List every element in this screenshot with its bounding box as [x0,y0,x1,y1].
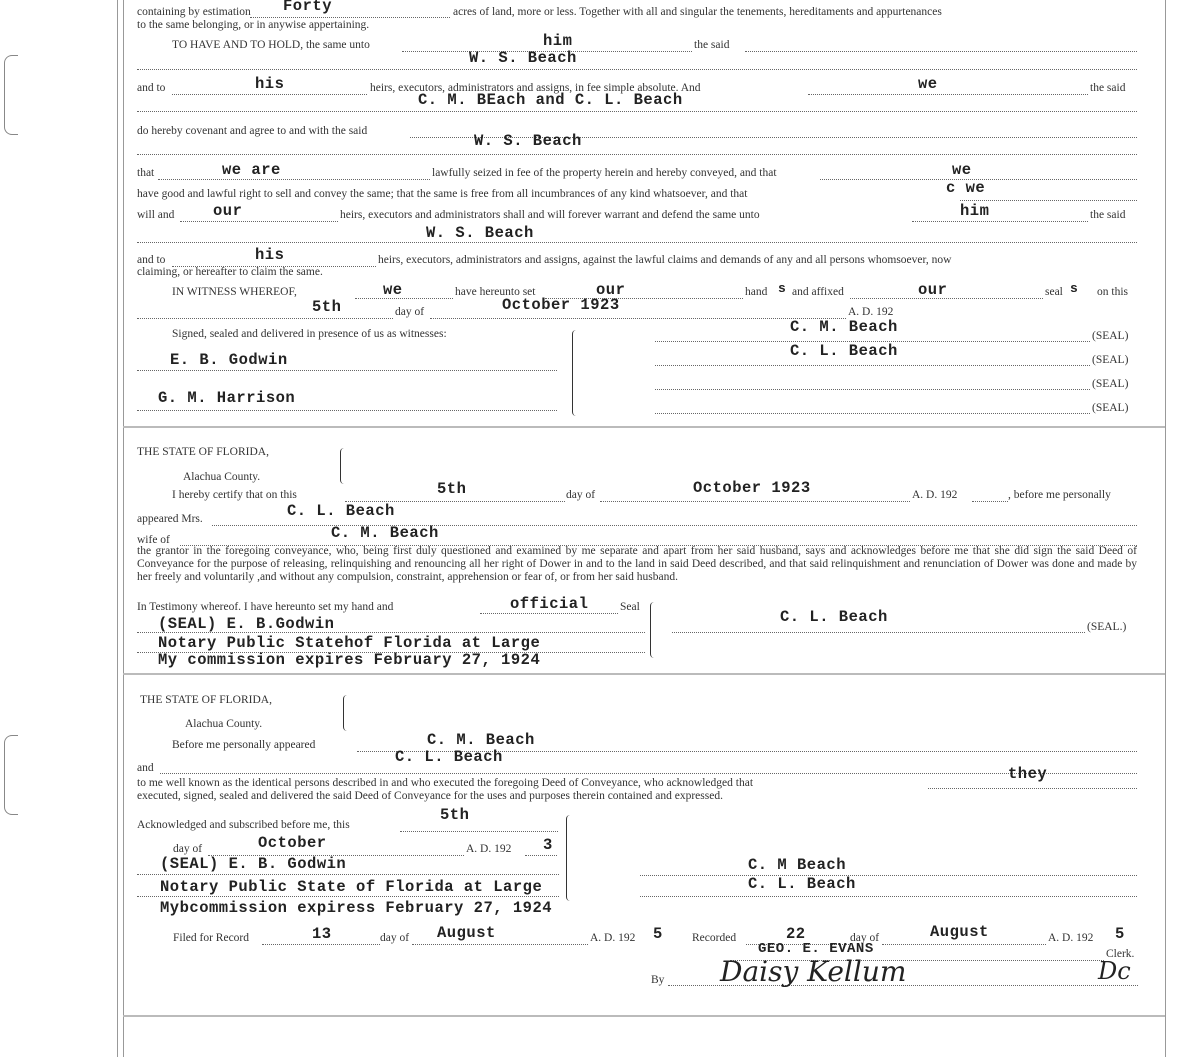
seal-label: (SEAL.) [1087,621,1127,633]
brace [650,602,658,658]
deed-text: and to [137,82,166,94]
fill-in-line [960,200,1137,201]
fill-in-line [912,221,1088,222]
deed-text: the said [694,39,730,51]
section-divider [123,673,1165,675]
record-text: A. D. 192 [590,932,636,944]
state-heading: THE STATE OF FLORIDA, [137,446,269,458]
deed-text: acres of land, more or less. Together with all and singular the tenements, hereditaments and appurtenances [453,6,942,18]
binder-clip-mark [4,55,18,135]
we-value: we [952,161,972,179]
ack-text: and [137,762,154,774]
fill-in-line [640,875,1137,876]
deed-text: will and [137,209,175,221]
fill-in-line [137,242,1137,243]
grantor-signature: C. L. Beach [748,875,856,893]
record-text: day of [850,932,880,944]
grantee-name: W. S. Beach [474,132,582,150]
brace [572,330,580,416]
fill-in-line [672,632,1085,633]
deed-text: do hereby covenant and agree to and with the said [137,125,368,137]
husband-name: C. M. Beach [331,524,439,542]
fill-in-line [250,17,450,18]
fill-in-line [745,51,1137,52]
filed-day: 13 [312,925,332,943]
county-heading: Alachua County. [185,718,263,730]
ack-text: Before me personally appeared [172,739,316,751]
brace [566,815,574,901]
fill-in-line [355,298,453,299]
official-value: official [510,595,589,613]
day-value: 5th [437,480,467,498]
grantee-name: W. S. Beach [469,49,577,67]
seal-label: (SEAL) [1092,402,1129,414]
record-text: Recorded [692,932,737,944]
fill-in-line [137,69,1137,70]
fill-in-line [882,944,1046,945]
we-value: we [918,75,938,93]
fill-in-line [655,413,1090,414]
record-text: By [651,974,665,986]
notary-signature: (SEAL) E. B. Godwin [160,855,347,873]
ack-text: Acknowledged and subscribed before me, this [137,819,350,831]
plural-s: s [778,281,787,296]
fill-in-line [480,613,618,614]
fill-in-line [655,389,1090,390]
they-value: they [1008,765,1048,783]
grantor-signature: C. M. Beach [790,318,898,336]
deed-text: seal [1045,286,1063,298]
month-value: October [258,834,327,852]
deed-text: on this [1097,286,1128,298]
grantor-signature: C. M Beach [748,856,847,874]
deed-text: Signed, sealed and delivered in presence of us as witnesses: [172,328,447,340]
fill-in-line [137,874,559,875]
fill-in-line [525,855,557,856]
deed-text: the said [1090,209,1126,221]
deed-text: hand [745,286,768,298]
deed-text: claiming, or hereafter to claim the same. [137,266,323,278]
grantor-signature: C. L. Beach [790,342,898,360]
witness-signature: E. B. Godwin [170,351,288,369]
section-divider [123,1015,1165,1017]
seal-label: (SEAL) [1092,330,1129,342]
fill-in-line [160,773,1137,774]
state-heading: THE STATE OF FLORIDA, [140,694,272,706]
him-value: him [960,202,990,220]
fill-in-line [430,318,846,319]
recorded-day: 22 [786,925,806,943]
fill-in-line [137,318,393,319]
dower-paragraph: the grantor in the foregoing conveyance, who, being first duly questioned and examined by me separate and apart from her said husband, says and acknowledges before me that she did sign the said Deed of Conveyance for the purpose of releasing, relinquishing and renouncing all her right of Dower in and to the land in said Deed described, and that said relinquishment and renunciation of Dower was done and made by her freely and voluntarily ,and without any compulsion, constraint, apprehension or fear of, or from her said husband. [137,545,1137,583]
section-divider [123,426,1165,428]
filed-month: August [437,924,496,942]
ack-text: , before me personally [1008,489,1111,501]
our-value: our [596,281,626,299]
ack-text: to me well known as the identical persons described in and who executed the foregoing Deed of Conveyance, who acknowledged that [137,777,754,789]
fill-in-line [655,365,1090,366]
day-value: 5th [440,806,470,824]
ack-text: day of [566,489,596,501]
ack-text: In Testimony whereof. I have hereunto set my hand and [137,601,394,613]
fill-in-line [640,896,1137,897]
deed-text: day of [395,306,425,318]
ack-text: appeared Mrs. [137,513,203,525]
deed-text: heirs, executors, administrators and assigns, against the lawful claims and demands of any and all persons whomsoever, now [378,254,952,266]
ack-text: A. D. 192 [466,843,512,855]
filed-year: 5 [653,925,663,943]
our-value: our [213,202,243,220]
record-text: Clerk. [1106,948,1135,960]
ack-text: day of [173,843,203,855]
day-value: 5th [312,298,342,316]
fill-in-line [137,410,557,411]
we-value: we [383,281,403,299]
seal-label: (SEAL) [1092,378,1129,390]
brace [343,695,351,731]
deed-text: the said [1090,82,1126,94]
ack-text: executed, signed, sealed and delivered the said Deed of Conveyance for the uses and purposes therein contained and expressed. [137,790,723,802]
grantor-name: C. M. Beach [427,731,535,749]
fill-in-line [172,94,367,95]
deed-text: containing by estimation [137,6,251,18]
brace [340,448,348,484]
deed-text: lawfully seized in fee of the property herein and hereby conveyed, and that [432,167,777,179]
notary-commission: My commission expires February 27, 1924 [158,651,541,669]
deed-text: to the same belonging, or in anywise appertaining. [137,19,370,31]
ack-text: wife of [137,534,170,546]
witness-signature: G. M. Harrison [158,389,296,407]
fill-in-line [972,501,1008,502]
deed-text: and to [137,254,166,266]
deputy-clerk-initials: Dc [1098,957,1131,985]
fill-in-line [600,501,910,502]
deed-text: have hereunto set [455,286,536,298]
grantor-name: C. L. Beach [395,748,503,766]
fill-in-line [180,221,338,222]
right-border [1165,0,1166,1057]
fill-in-line [262,944,380,945]
deed-text: IN WITNESS WHEREOF, [172,286,297,298]
clerk-name: GEO. E. EVANS [758,941,874,957]
county-heading: Alachua County. [183,471,261,483]
deed-text: and affixed [792,286,844,298]
deed-text: heirs, executors, administrators and assigns, in fee simple absolute. And [370,82,701,94]
fill-in-line [928,788,1137,789]
record-text: A. D. 192 [1048,932,1094,944]
record-text: day of [380,932,410,944]
deed-text: heirs, executors and administrators shall and will forever warrant and defend the same unto [340,209,760,221]
deed-text: that [137,167,155,179]
grantee-name: W. S. Beach [426,224,534,242]
recorded-month: August [930,923,989,941]
record-text: Filed for Record [173,932,250,944]
year-digit: 3 [543,836,553,854]
deed-text: have good and lawful right to sell and convey the same; that the same is free from all incumbrances of any kind whatsoever, and that [137,188,748,200]
notary-signature: (SEAL) E. B.Godwin [158,615,335,633]
ack-text: I hereby certify that on this [172,489,297,501]
fill-in-line [158,179,430,180]
his-value: his [255,75,285,93]
his-value: his [255,246,285,264]
date-value: October 1923 [693,479,811,497]
c-we-value: c we [946,179,986,197]
deed-text: A. D. 192 [848,306,894,318]
grantors-names: C. M. BEach and C. L. Beach [418,91,683,109]
unto-value: him [543,32,573,50]
date-value: October 1923 [502,296,620,314]
plural-s: s [1070,281,1079,296]
deputy-clerk-signature: Daisy Kellum [720,955,907,988]
notary-title: Notary Public State of Florida at Large [160,878,543,896]
binder-clip-mark [4,735,18,815]
fill-in-line [137,154,1137,155]
ack-text: A. D. 192 [912,489,958,501]
notary-commission: Mybcommission expiress February 27, 1924 [160,899,553,917]
fill-in-line [137,111,1137,112]
recorded-year: 5 [1115,925,1125,943]
fill-in-line [400,831,558,832]
fill-in-line [137,370,557,371]
left-border [123,0,124,1057]
ack-text: Seal [620,601,640,613]
wife-signature: C. L. Beach [780,608,888,626]
seal-label: (SEAL) [1092,354,1129,366]
fill-in-line [137,896,559,897]
our-value: our [918,281,948,299]
acres-value: Forty [283,0,333,15]
fill-in-line [137,632,645,633]
notary-title: Notary Public Statehof Florida at Large [158,634,541,652]
wife-name: C. L. Beach [287,502,395,520]
fill-in-line [808,94,1088,95]
fill-in-line [412,944,588,945]
we-are-value: we are [222,161,281,179]
habendum-text: TO HAVE AND TO HOLD, the same unto [172,39,370,51]
left-border [117,0,118,1057]
